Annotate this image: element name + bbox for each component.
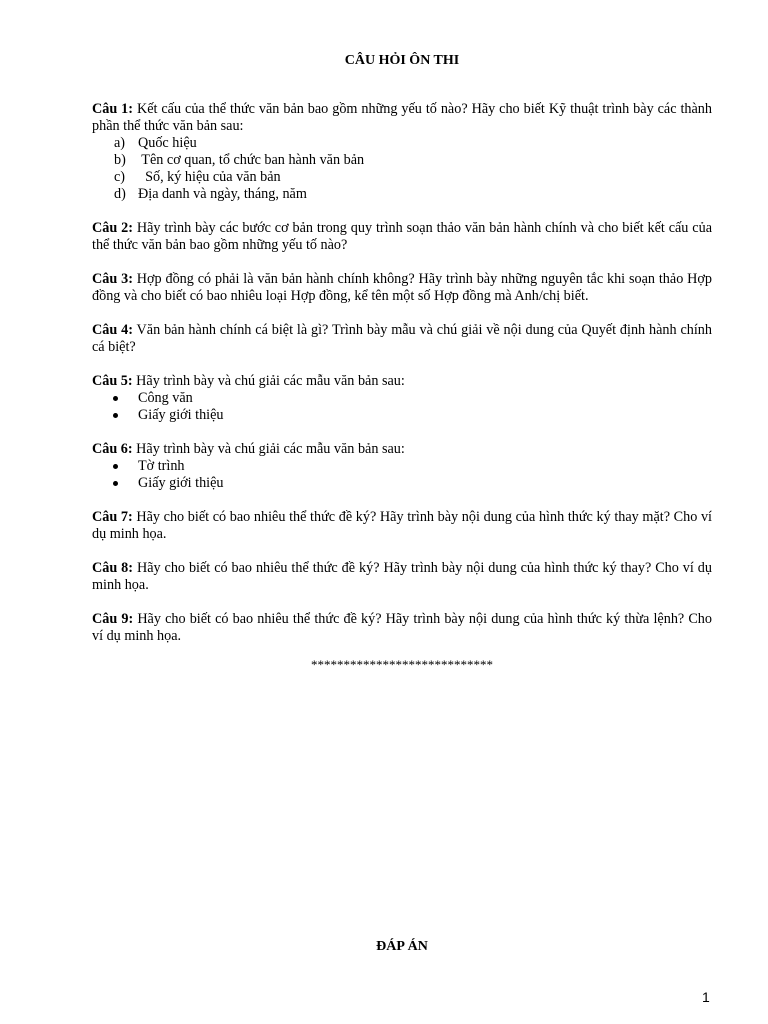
list-item — [92, 135, 712, 152]
bullet-icon — [113, 481, 118, 486]
question-text — [92, 271, 712, 305]
list-item-text: Công văn — [138, 390, 193, 406]
question-label: Câu 8: — [92, 560, 133, 576]
question-body: Văn bản hành chính cá biệt là gì? Trình bày mẫu và chú giải về nội dung của Quyết định hành chính cá biệt? — [92, 322, 712, 355]
list-item-text: Quốc hiệu — [138, 135, 197, 151]
list-item — [92, 152, 712, 169]
question-text — [92, 441, 712, 458]
question-8 — [92, 560, 712, 594]
list-marker: b) — [114, 152, 126, 168]
list-item — [92, 169, 712, 186]
question-label: Câu 1: — [92, 101, 133, 117]
list-item — [92, 475, 712, 492]
list-item-text: Tờ trình — [138, 458, 185, 474]
question-text — [92, 560, 712, 594]
answer-section-title: ĐÁP ÁN — [376, 939, 428, 954]
list-item — [92, 186, 712, 203]
list-marker: d) — [114, 186, 126, 202]
bullet-list — [92, 390, 712, 424]
question-body: Hãy trình bày và chú giải các mẫu văn bản sau: — [132, 373, 405, 389]
list-item-text: Giấy giới thiệu — [138, 407, 224, 423]
question-body: Hãy cho biết có bao nhiêu thể thức đề ký? Hãy trình bày nội dung của hình thức ký thay mặt? Cho ví dụ minh họa. — [92, 509, 712, 542]
question-body: Hãy cho biết có bao nhiêu thể thức đề ký? Hãy trình bày nội dung của hình thức ký thừa lệnh? Cho ví dụ minh họa. — [92, 611, 712, 644]
section-separator: **************************** — [311, 657, 493, 672]
list-item — [92, 390, 712, 407]
question-text — [92, 509, 712, 543]
question-label: Câu 2: — [92, 220, 133, 236]
question-label: Câu 3: — [92, 271, 133, 287]
question-body: Hãy cho biết có bao nhiêu thể thức đề ký? Hãy trình bày nội dung của hình thức ký thay? Cho ví dụ minh họa. — [92, 560, 712, 593]
question-text — [92, 322, 712, 356]
question-body: Hãy trình bày và chú giải các mẫu văn bản sau: — [132, 441, 405, 457]
question-label: Câu 7: — [92, 509, 133, 525]
list-item-text: Tên cơ quan, tổ chức ban hành văn bản — [138, 152, 365, 168]
question-7 — [92, 509, 712, 543]
question-5 — [92, 373, 712, 424]
question-6 — [92, 441, 712, 492]
list-item-text: Giấy giới thiệu — [138, 475, 224, 491]
list-marker: c) — [114, 169, 126, 185]
list-item-text: Số, ký hiệu của văn bản — [138, 169, 281, 185]
question-list — [92, 101, 712, 662]
question-label: Câu 4: — [92, 322, 133, 338]
page-title: CÂU HỎI ÔN THI — [344, 53, 460, 68]
question-label: Câu 5: — [92, 373, 133, 389]
question-label: Câu 6: — [92, 441, 133, 457]
question-body: Hãy trình bày các bước cơ bản trong quy trình soạn thảo văn bản hành chính và cho biết kết cấu của thể thức văn bản bao gồm những yếu tố nào? — [92, 220, 712, 253]
bullet-icon — [113, 464, 118, 469]
question-text — [92, 101, 712, 135]
lettered-list — [92, 135, 712, 203]
list-marker: a) — [114, 135, 126, 151]
list-item — [92, 407, 712, 424]
question-1 — [92, 101, 712, 203]
bullet-icon — [113, 413, 118, 418]
question-4 — [92, 322, 712, 356]
question-body: Hợp đồng có phải là văn bản hành chính không? Hãy trình bày những nguyên tắc khi soạn thảo Hợp đồng và cho biết có bao nhiêu loại Hợp đồng, kể tên một số Hợp đồng mà Anh/chị biết. — [92, 271, 712, 304]
question-2 — [92, 220, 712, 254]
question-text — [92, 220, 712, 254]
list-item — [92, 458, 712, 475]
bullet-list — [92, 458, 712, 492]
question-body: Kết cấu của thể thức văn bản bao gồm những yếu tố nào? Hãy cho biết Kỹ thuật trình bày các thành phần thể thức văn bản sau: — [92, 101, 712, 134]
list-item-text: Địa danh và ngày, tháng, năm — [138, 186, 307, 202]
page-number: 1 — [702, 989, 710, 1005]
question-9 — [92, 611, 712, 645]
bullet-icon — [113, 396, 118, 401]
question-label: Câu 9: — [92, 611, 134, 627]
question-3 — [92, 271, 712, 305]
question-text — [92, 611, 712, 645]
question-text — [92, 373, 712, 390]
